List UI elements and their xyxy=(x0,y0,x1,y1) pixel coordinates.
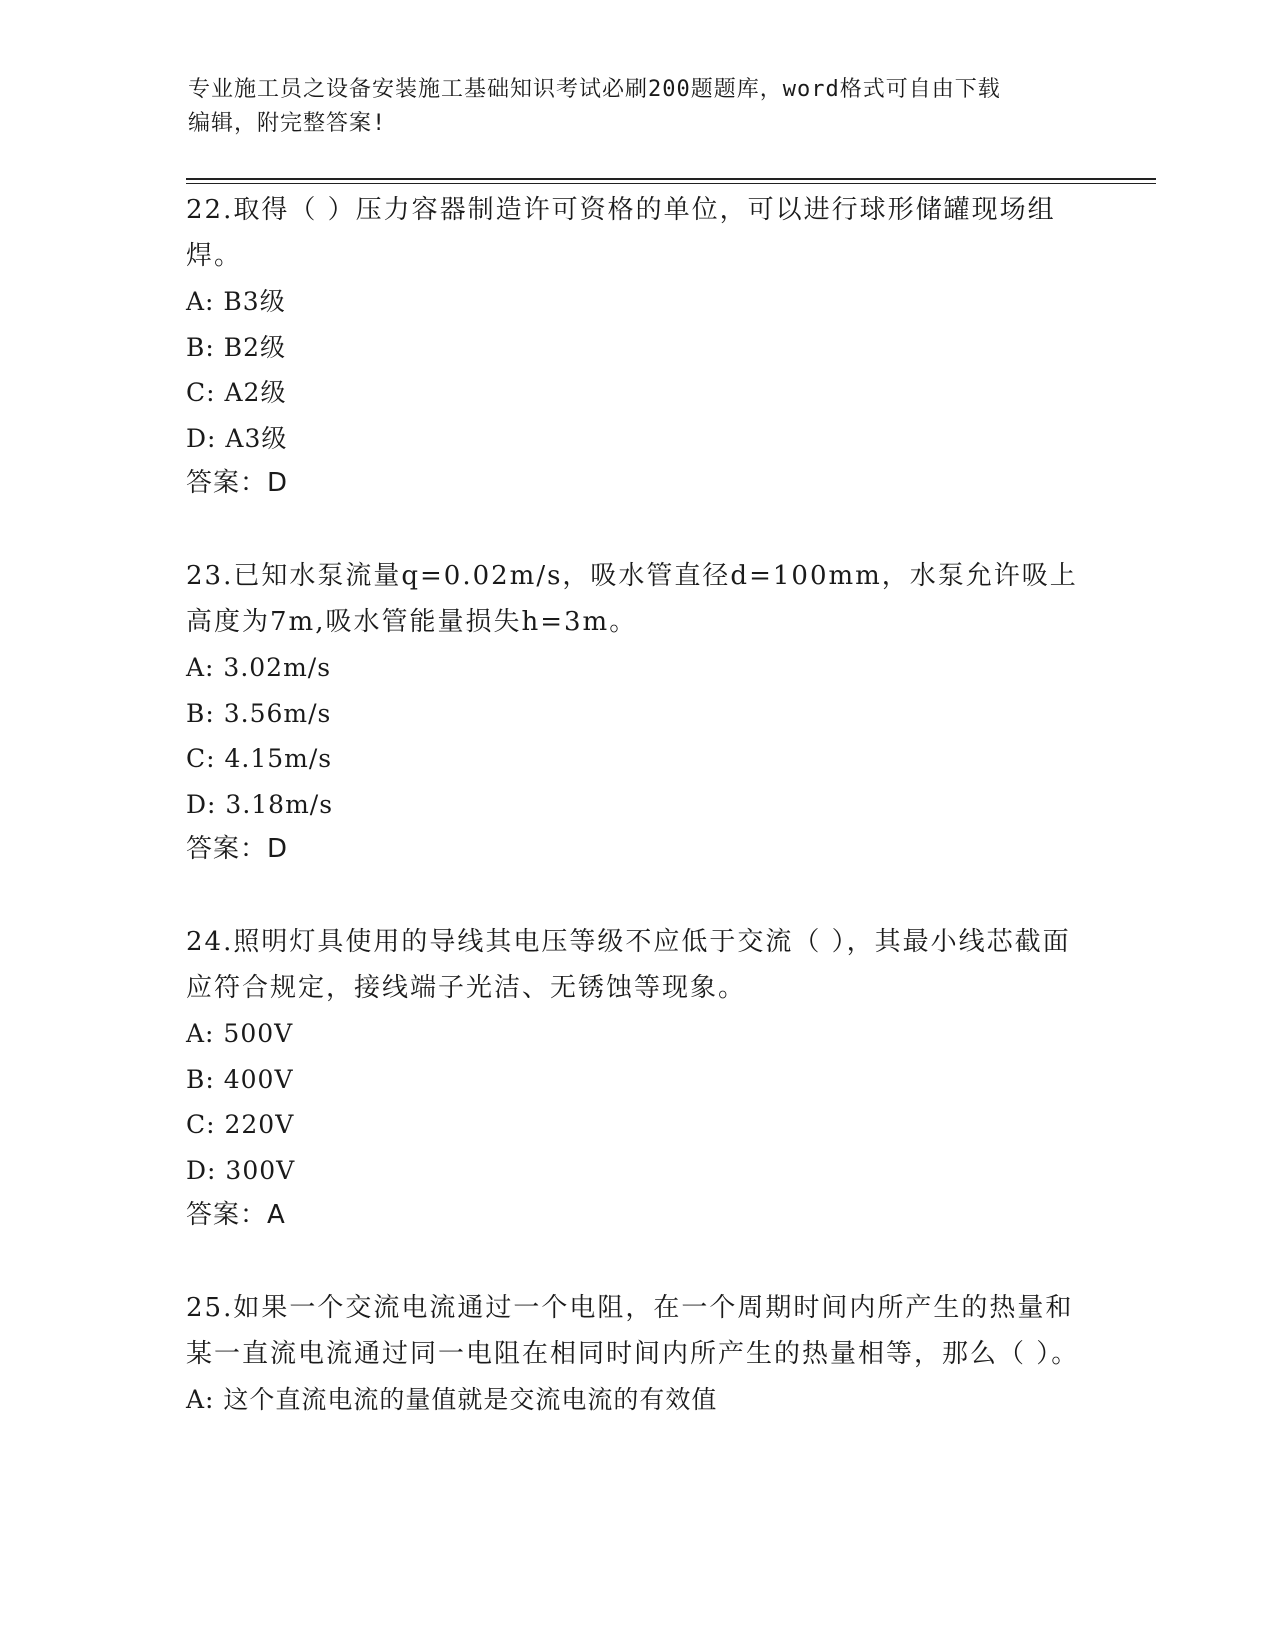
option-b: B: B2级 xyxy=(186,332,287,362)
question-text: 22.取得（ ）压力容器制造许可资格的单位，可以进行球形储罐现场组焊。 xyxy=(186,195,1056,271)
option-a: A: B3级 xyxy=(186,287,286,316)
header-title-line-1: 专业施工员之设备安装施工基础知识考试必刷200题题库，word格式可自由下载 xyxy=(188,77,1001,102)
header-divider-thin xyxy=(186,183,1156,184)
option-a: A: 500V xyxy=(186,1019,294,1048)
header-divider-thick xyxy=(186,178,1156,180)
question-text: 23.已知水泵流量q=0.02m/s，吸水管直径d=100mm，水泵允许吸上高度为7m,吸水管能量损失h=3m。 xyxy=(186,561,1078,637)
option-c: C: A2级 xyxy=(186,378,287,407)
option-a: A: 这个直流电流的量值就是交流电流的有效值 xyxy=(186,1385,718,1414)
answer-label: 答案：A xyxy=(186,1200,286,1230)
question-24 xyxy=(186,919,1086,1238)
question-23 xyxy=(186,553,1086,872)
question-22 xyxy=(186,187,1086,506)
option-b: B: 3.56m/s xyxy=(186,698,332,728)
header-title-line-2: 编辑，附完整答案! xyxy=(188,111,387,136)
option-c: C: 4.15m/s xyxy=(186,744,333,773)
answer-label: 答案：D xyxy=(186,468,289,498)
option-d: D: 3.18m/s xyxy=(186,789,334,819)
option-b: B: 400V xyxy=(186,1064,294,1094)
option-a: A: 3.02m/s xyxy=(186,653,332,682)
answer-label: 答案：D xyxy=(186,834,289,864)
question-25 xyxy=(186,1285,1086,1423)
question-list xyxy=(186,187,1086,1470)
option-c: C: 220V xyxy=(186,1110,295,1139)
question-text: 24.照明灯具使用的导线其电压等级不应低于交流（ ），其最小线芯截面应符合规定，接线端子光洁、无锈蚀等现象。 xyxy=(186,927,1071,1003)
option-d: D: A3级 xyxy=(186,423,288,453)
option-d: D: 300V xyxy=(186,1155,296,1185)
question-text: 25.如果一个交流电流通过一个电阻，在一个周期时间内所产生的热量和某一直流电流通过同一电阻在相同时间内所产生的热量相等，那么（ ）。 xyxy=(186,1293,1080,1369)
document-header xyxy=(188,73,1068,141)
